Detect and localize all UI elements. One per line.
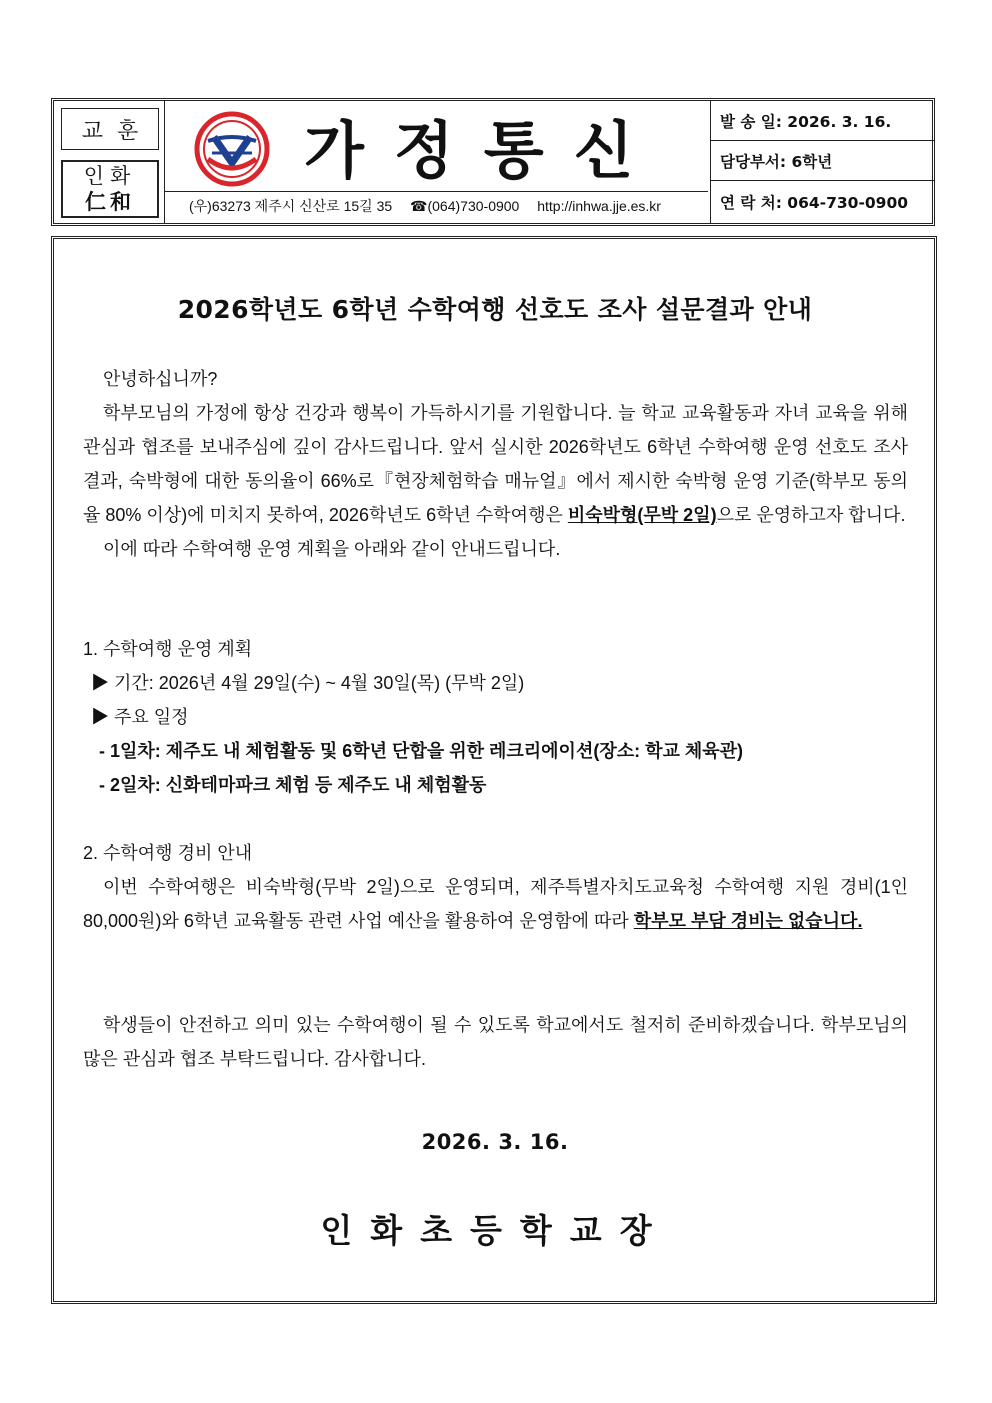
phone: ☎(064)730-0900 [410, 198, 520, 214]
schedule-day1: - 1일차: 제주도 내 체험활동 및 6학년 단합을 위한 레크리에이션(장소: 학교 체육관) [99, 741, 744, 761]
letter-intro [83, 362, 908, 566]
send-date: 발 송 일: 2026. 3. 16. [711, 101, 935, 141]
document-title: 가정통신 [304, 114, 664, 187]
closing-section [83, 1008, 908, 1076]
letterhead [51, 98, 935, 226]
intro-text: 학부모님의 가정에 항상 건강과 행복이 가득하시기를 기원합니다. 늘 학교 교육활동과 자녀 교육을 위해 관심과 협조를 보내주심에 깊이 감사드립니다. 앞서 실시한 2026학년도 6학년 수학여행 운영 선호도 조사 결과, 숙박형에 대한 동의율이 66%로『현장체험학습 매뉴얼』에서 제시한 숙박형 운영 기준(학부모 동의율 80% 이상)에 미치지 못하여, 2026학년도 6학년 수학여행은 [83, 403, 908, 525]
section2-heading: 2. 수학여행 경비 안내 [83, 843, 253, 863]
motto-hanja: 仁和 [85, 189, 135, 214]
greeting: 안녕하십니까? [103, 369, 218, 389]
schedule-day2: - 2일차: 신화테마파크 체험 등 제주도 내 체험활동 [99, 775, 487, 795]
schedule-heading: ▶ 주요 일정 [91, 707, 189, 727]
letter-date: 2026. 3. 16. [421, 1130, 569, 1154]
intro-text-end: 으로 운영하고자 합니다. [716, 505, 906, 525]
section1-heading: 1. 수학여행 운영 계획 [83, 639, 253, 659]
department: 담당부서: 6학년 [711, 141, 935, 181]
signature: 인화초등학교장 [320, 1211, 670, 1250]
closing-paragraph: 학생들이 안전하고 의미 있는 수학여행이 될 수 있도록 학교에서도 철저히 준비하겠습니다. 학부모님의 많은 관심과 협조 부탁드립니다. 감사합니다. [83, 1015, 908, 1069]
motto-label: 교훈 [61, 108, 159, 150]
contact-number: 연 락 처: 064-730-0900 [720, 194, 909, 212]
school-address-line [189, 195, 709, 217]
intro-paragraph [83, 396, 908, 532]
divider [164, 191, 708, 192]
cost-text: 이번 수학여행은 비숙박형(무박 2일)으로 운영되며, 제주특별자치도교육청 수학여행 지원 경비(1인 80,000원)와 6학년 교육활동 관련 사업 예산을 활용하여 운영함에 따라 [83, 877, 908, 931]
divider [164, 101, 165, 223]
notice-line: 이에 따라 수학여행 운영 계획을 아래와 같이 안내드립니다. [103, 539, 561, 559]
letter-title: 2026학년도 6학년 수학여행 선호도 조사 설문결과 안내 [177, 295, 813, 324]
trip-type-emphasis: 비숙박형(무박 2일) [567, 505, 717, 525]
cost-paragraph [83, 870, 908, 938]
section-cost [83, 836, 908, 938]
website-link[interactable]: http://inhwa.jje.es.kr [537, 198, 661, 214]
period-item: ▶ 기간: 2026년 4월 29일(수) ~ 4월 30일(목) (무박 2일) [91, 673, 525, 693]
motto-korean: 인화 [83, 164, 137, 188]
school-motto [61, 160, 159, 218]
school-logo-icon [194, 111, 270, 187]
no-cost-emphasis: 학부모 부담 경비는 없습니다. [633, 911, 863, 931]
address: (우)63273 제주시 신산로 15길 35 [189, 198, 393, 214]
section-plan [83, 632, 908, 802]
